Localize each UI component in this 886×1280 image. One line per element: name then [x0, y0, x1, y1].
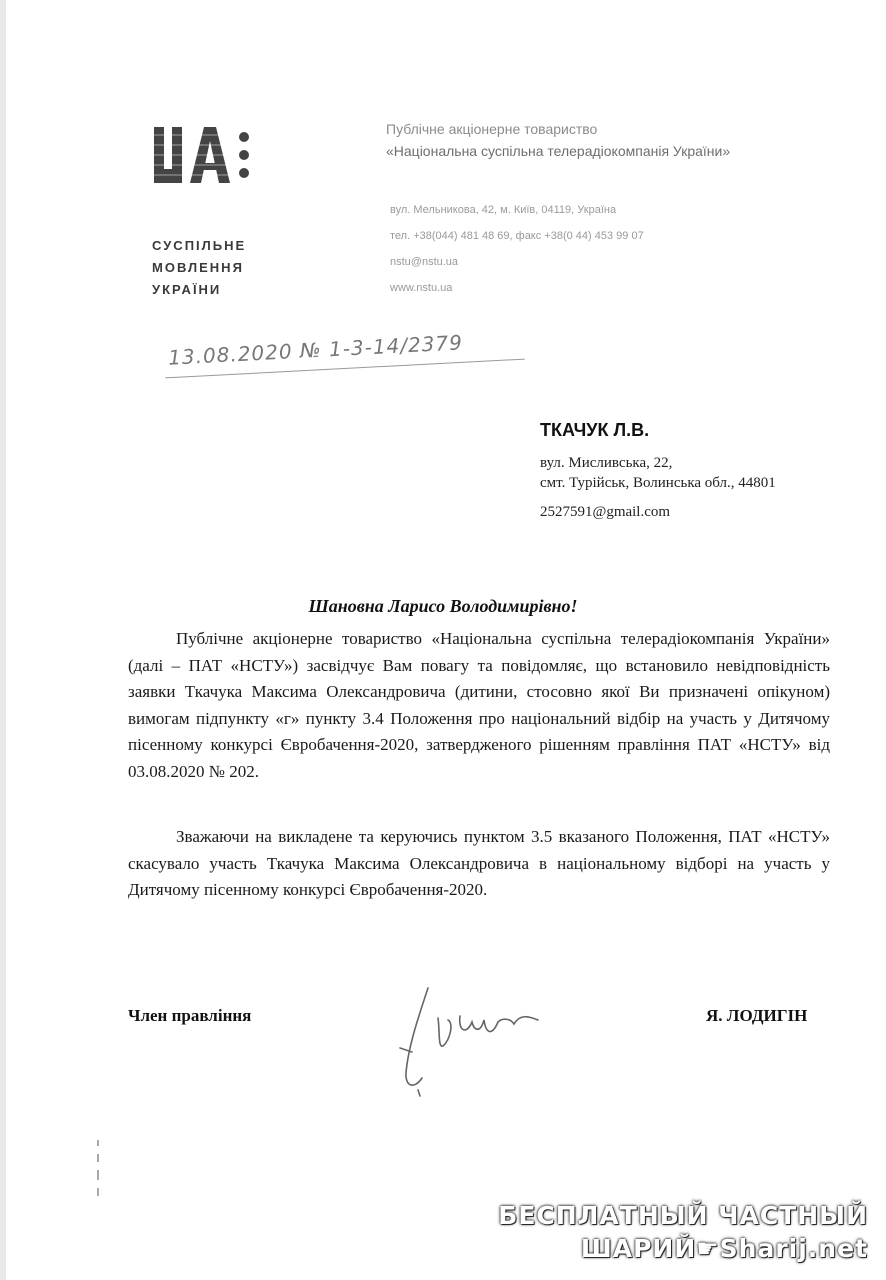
scan-margin-marks	[94, 1140, 104, 1200]
letterhead-line2: «Національна суспільна телерадіокомпанія України»	[386, 143, 731, 159]
addressee-address-line2: смт. Турійськ, Волинська обл., 44801	[540, 475, 776, 491]
signatory-name: Я. ЛОДИГІН	[706, 1006, 808, 1025]
salutation: Шановна Ларисо Володимирівно!	[308, 596, 578, 616]
body-paragraph-2	[128, 824, 830, 904]
letterhead-contacts	[390, 197, 850, 301]
watermark-line2: ШАРИЙ☛Sharij.net	[580, 1234, 868, 1263]
org-name-line: СУСПІЛЬНЕ	[152, 238, 247, 253]
paragraph-text: Зважаючи на викладене та керуючись пунктом 3.5 вказаного Положення, ПАТ «НСТУ» скасувало участь Ткачука Максима Олександровича в національному відборі на участь у Дитячому пісенному конкурсі Євробачення-2020.	[128, 827, 830, 899]
watermark	[498, 1200, 868, 1266]
addressee-address-line1: вул. Мисливська, 22,	[540, 455, 673, 471]
letterhead	[386, 118, 866, 162]
org-name-line: УКРАЇНИ	[152, 282, 222, 297]
watermark-line1: БЕСПЛАТНЫЙ ЧАСТНЫЙ	[498, 1201, 868, 1230]
registration-number: 13.08.2020 № 1-3-14/2379	[167, 330, 464, 370]
handwritten-signature	[388, 978, 568, 1098]
signatory-role: Член правління	[128, 1006, 252, 1025]
contact-email: nstu@nstu.ua	[390, 256, 459, 268]
org-name-line: МОВЛЕННЯ	[152, 260, 244, 275]
scan-edge	[0, 0, 6, 1280]
contact-address: вул. Мельникова, 42, м. Київ, 04119, Україна	[390, 204, 617, 216]
addressee-email: 2527591@gmail.com	[540, 504, 671, 520]
contact-phone: тел. +38(044) 481 48 69, факс +38(0 44) 453 99 07	[390, 230, 644, 242]
contact-website: www.nstu.ua	[390, 282, 453, 294]
body-paragraph-1	[128, 626, 830, 785]
org-name	[152, 235, 246, 301]
letterhead-line1: Публічне акціонерне товариство	[386, 121, 598, 137]
ua-logo	[152, 125, 272, 195]
paragraph-text: Публічне акціонерне товариство «Національна суспільна телерадіокомпанія України» (далі – ПАТ «НСТУ») засвідчує Вам повагу та повідомляє, що встановило невідповідність заявки Ткачука Максима Олександровича (дитини, стосовно якої Ви призначені опікуном) вимогам підпункту «г» пункту 3.4 Положення про національний відбір на участь у Дитячому пісенному конкурсі Євробачення-2020, затвердженого рішенням правління ПАТ «НСТУ» від 03.08.2020 № 202.	[128, 629, 830, 781]
addressee-name: ТКАЧУК Л.В.	[540, 420, 650, 440]
